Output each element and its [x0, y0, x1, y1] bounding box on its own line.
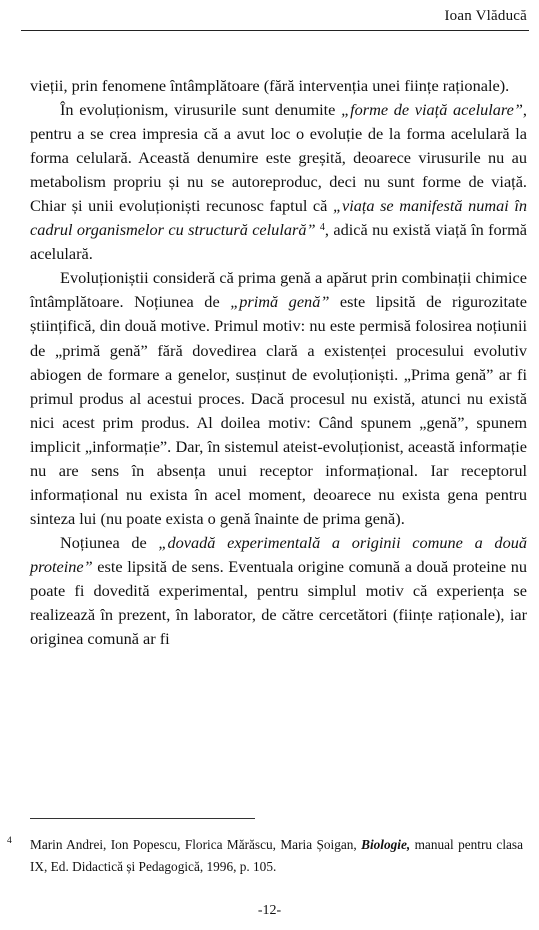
italic-phrase: „dovadă experimentală a originii comune a două proteine”: [30, 532, 527, 576]
footnote: [7, 834, 524, 878]
text-run: Noțiunea de: [60, 532, 159, 552]
text-run: , pentru a se crea impresia că a avut loc o evoluție de la forma acelulară la forma celulară. Această denumire este greșită, deoarece virusurile nu au metabolism propriu și nu se autoreproduc, deci nu sunt forme de viață. Chiar și unii evoluționiști recunosc faptul că: [30, 100, 527, 216]
footnote-authors: Marin Andrei, Ion Popescu, Florica Mărăscu, Maria Șoigan,: [30, 837, 362, 852]
text-run: , adică nu există viață în formă acelulară.: [30, 220, 527, 264]
running-head-author: Ioan Vlăducă: [444, 8, 527, 24]
header-rule: [21, 30, 529, 31]
footnote-book-title: Biologie,: [361, 837, 411, 852]
paragraph: [30, 98, 527, 266]
text-run: este lipsită de sens. Eventuala origine comună a două proteine nu poate fi dovedită experimental, pentru simplul motiv că experiența se realizează în prezent, în laborator, de către cercetători (ființe raționale), iar originea comună ar fi: [30, 556, 527, 649]
italic-phrase: „primă genă”: [230, 292, 330, 312]
footnote-publication: manual pentru clasa IX, Ed. Didactică și Pedagogică, 1996, p. 105.: [30, 837, 524, 874]
paragraph: [30, 266, 527, 531]
paragraph: [30, 74, 527, 98]
body-text: [30, 74, 527, 651]
paragraph: [30, 531, 527, 651]
footnote-reference: 4: [319, 222, 325, 234]
text-run: În evoluționism, virusurile sunt denumite: [60, 100, 342, 120]
page-number: -12-: [257, 903, 282, 918]
text-run: este lipsită de rigurozitate științifică, din două motive. Primul motiv: nu este permisă folosirea noțiunii de „primă genă” fără dovedirea clară a existenței procesului evolutiv abiogen de formare a genelor, susținut de evoluționiști. „Prima genă” ar fi primul produs al acestui proces. Dacă procesul nu există, atunci nu există nici acest prim produs. Al doilea motiv: Când spunem „genă”, spunem implicit „informație”. Dar, în sistemul ateist-evoluționist, această informație nu are sens în absența unui receptor informațional. Iar receptorul informațional nu exista în acel moment, deoarece nu exista gena pentru sinteza lui (nu poate exista o genă înainte de prima genă).: [30, 292, 527, 528]
text-run: vieții, prin fenomene întâmplătoare (fără intervenția unei ființe raționale).: [30, 76, 510, 95]
text-run: Evoluționiștii consideră că prima genă a apărut prin combinații chimice întâmplătoare. Noțiunea de: [30, 268, 527, 312]
footnote-rule: [30, 818, 255, 819]
footnote-marker: 4: [7, 836, 12, 846]
page-header: [0, 0, 539, 32]
italic-phrase: „forme de viață acelulare”: [341, 100, 523, 120]
italic-phrase: „viața se manifestă numai în cadrul organismelor cu structură celulară”: [30, 196, 528, 240]
